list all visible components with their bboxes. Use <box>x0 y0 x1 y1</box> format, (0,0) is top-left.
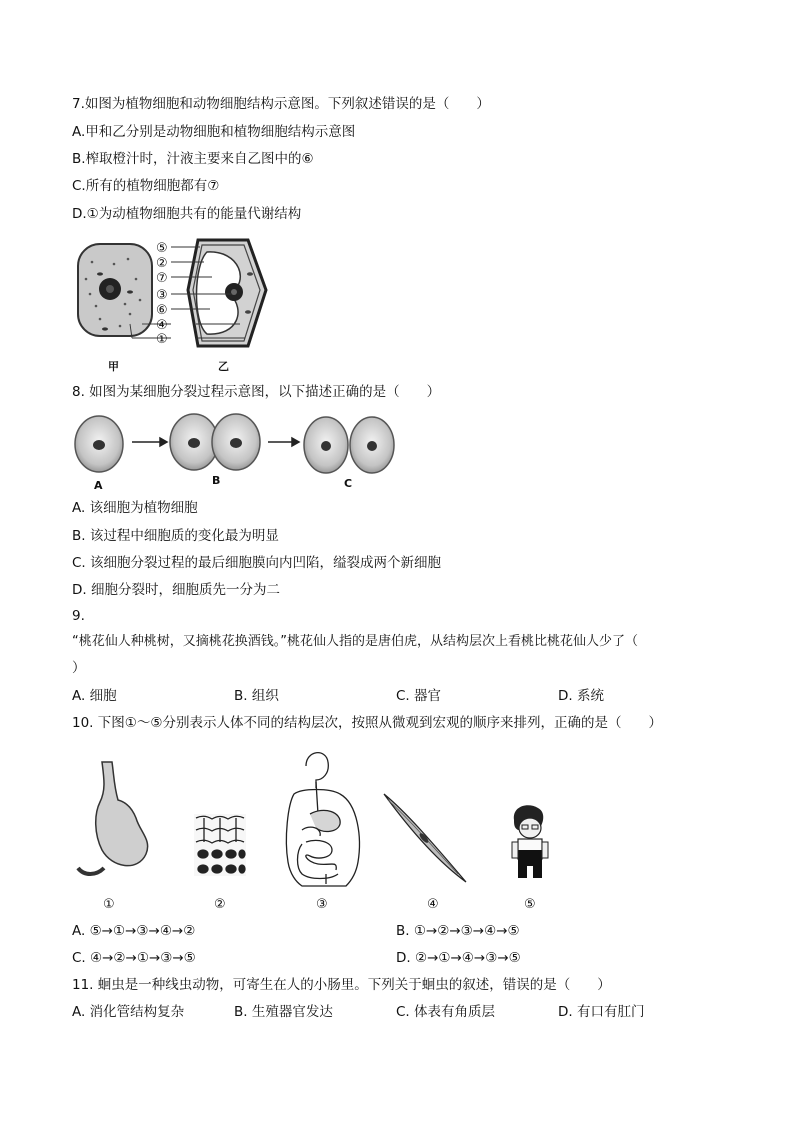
q11-stem: 11. 蛔虫是一种线虫动物，可寄生在人的小肠里。下列关于蛔虫的叙述，错误的是（ ） <box>72 977 611 993</box>
epithelial-tissue-diagram <box>194 814 246 876</box>
cell-stage-a <box>75 416 123 472</box>
plant-cell-diagram <box>188 240 266 346</box>
q9-option-b: B. 组织 <box>234 688 279 704</box>
q7-callout-4: ④ <box>156 318 168 333</box>
q10-option-c: C. ④→②→①→③→⑤ <box>72 950 196 966</box>
q9-option-c: C. 器官 <box>396 688 442 704</box>
q10-label-1: ① <box>103 897 115 912</box>
q7-option-a: A.甲和乙分别是动物细胞和植物细胞结构示意图 <box>72 124 356 140</box>
q10-label-3: ③ <box>316 897 328 912</box>
q8-option-b: B. 该过程中细胞质的变化最为明显 <box>72 528 279 544</box>
q8-option-c: C. 该细胞分裂过程的最后细胞膜向内凹陷，缢裂成两个新细胞 <box>72 555 442 571</box>
child-figure-diagram <box>512 805 548 878</box>
q9-stem-line1: “桃花仙人种桃树，又摘桃花换酒钱。”桃花仙人指的是唐伯虎，从结构层次上看桃比桃花仙人少了（ <box>72 634 638 649</box>
q8-division-figure <box>72 412 412 492</box>
q9-stem-line2: ） <box>72 660 86 676</box>
q9-option-a: A. 细胞 <box>72 688 117 704</box>
arrow-b-to-c <box>268 438 299 446</box>
q8-label-c: C <box>344 477 353 490</box>
q11-option-a: A. 消化管结构复杂 <box>72 1004 185 1020</box>
q10-structure-figure <box>70 742 560 917</box>
q8-label-a: A <box>94 479 103 492</box>
q7-label-jia: 甲 <box>108 360 119 373</box>
q11-option-c: C. 体表有角质层 <box>396 1004 496 1020</box>
q10-label-5: ⑤ <box>524 897 536 912</box>
q7-label-yi: 乙 <box>218 360 229 373</box>
q10-option-a: A. ⑤→①→③→④→② <box>72 923 196 939</box>
q9-option-d: D. 系统 <box>558 688 604 704</box>
q8-label-b: B <box>212 474 221 487</box>
arrow-a-to-b <box>132 438 167 446</box>
q8-option-d: D. 细胞分裂时，细胞质先一分为二 <box>72 582 280 598</box>
spindle-muscle-cell-diagram <box>384 794 466 882</box>
q10-label-4: ④ <box>427 897 439 912</box>
q7-callout-3: ③ <box>156 288 168 303</box>
stomach-organ-diagram <box>78 762 148 874</box>
q7-option-c: C.所有的植物细胞都有⑦ <box>72 178 220 194</box>
q10-option-b: B. ①→②→③→④→⑤ <box>396 923 520 939</box>
q7-stem: 7.如图为植物细胞和动物细胞结构示意图。下列叙述错误的是（ ） <box>72 96 490 112</box>
q8-option-a: A. 该细胞为植物细胞 <box>72 500 198 516</box>
q7-callout-1: ① <box>156 332 168 347</box>
q7-callout-6: ⑥ <box>156 303 168 318</box>
cell-stage-c <box>304 417 394 473</box>
animal-cell-diagram <box>78 244 152 336</box>
q7-callout-2: ② <box>156 256 168 271</box>
q10-option-d: D. ②→①→④→③→⑤ <box>396 950 521 966</box>
q7-option-b: B.榨取橙汁时，汁液主要来自乙图中的⑥ <box>72 151 314 167</box>
q7-callout-7: ⑦ <box>156 271 168 286</box>
q7-callout-5: ⑤ <box>156 241 168 256</box>
q7-option-d: D.①为动植物细胞共有的能量代谢结构 <box>72 206 302 222</box>
q7-cell-figure <box>70 234 280 374</box>
cell-stage-b <box>170 414 260 470</box>
q10-label-2: ② <box>214 897 226 912</box>
q10-stem: 10. 下图①～⑤分别表示人体不同的结构层次，按照从微观到宏观的顺序来排列，正确的是（ ） <box>72 715 662 731</box>
q9-number: 9. <box>72 608 85 624</box>
q8-stem: 8. 如图为某细胞分裂过程示意图，以下描述正确的是（ ） <box>72 384 441 400</box>
q11-option-b: B. 生殖器官发达 <box>234 1004 333 1020</box>
digestive-system-diagram <box>286 753 359 886</box>
q11-option-d: D. 有口有肛门 <box>558 1004 645 1020</box>
